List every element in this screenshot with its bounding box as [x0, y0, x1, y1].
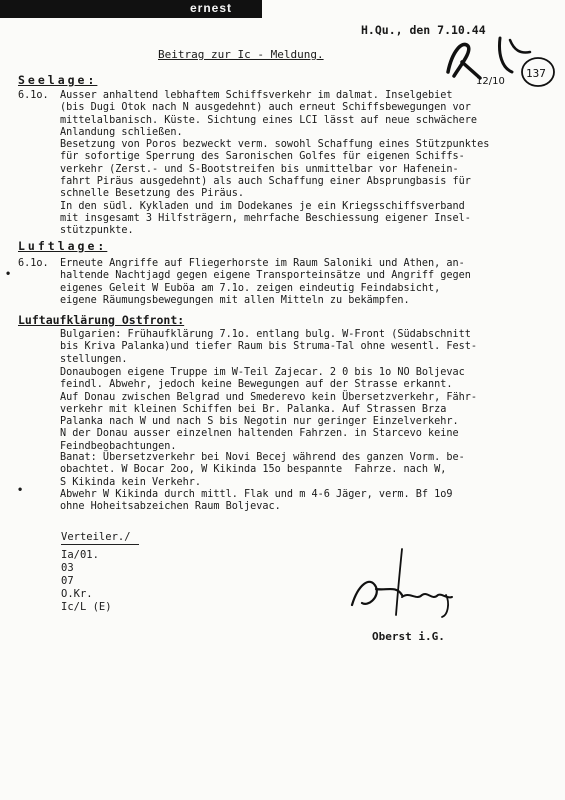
handwritten-signature	[346, 545, 466, 625]
luftaufklaerung-heading: Luftaufklärung Ostfront:	[18, 313, 185, 327]
distribution-rule	[61, 544, 139, 545]
signature-caption: Oberst i.G.	[372, 630, 445, 643]
donau-text: Donaubogen eigene Truppe im W-Teil Zajecar. 2 0 bis 1o NO Boljevac feindl. Abwehr, jedoch keine Bewegungen auf der Strasse erkannt. Auf Donau zwischen Belgrad und Smederevo kein Übersetzverkehr, Fähr- verkehr mit kleinen Schiffen bei Br. Palanka. Auf Strassen Brza Palanka nach W und nach S bis Negotin nur geringer Einzelverkehr. N der Donau ausser einzelnen haltenden Fahrzen. in Starcevo keine Feindbeobachtungen.	[60, 367, 478, 452]
seelage-text: Ausser anhaltend lebhaftem Schiffsverkehr im dalmat. Inselgebiet (bis Dugi Otok nach N ausgedehnt) auch erneut Schiffsbewegungen vor mittelalbanisch. Küste. Sichtung eines LCI lässt auf neue schwächere Anlandung schließen. Besetzung von Poros bezweckt verm. sowohl Schaffung eines Stützpunktes für sofortige Sperrung des Saronischen Golfes für eigenen Schiffs- verkehr (Zerst.- und S-Bootstreifen bis unmittelbar vor Hafenein- fahrt Piräus ausgedehnt) als auch Schaffung einer Absprungbasis für schnelle Besetzung des Piräus. In den südl. Kykladen und im Dodekanes je ein Kriegsschiffsverband mit insgesamt 3 Hilfsträgern, mehrfache Beschiessung eigener Insel- stützpunkte.	[60, 90, 490, 237]
letterhead-stamp	[0, 0, 262, 18]
document-title: Beitrag zur Ic - Meldung.	[158, 48, 324, 61]
banat-text: Banat: Übersetzverkehr bei Novi Becej während des ganzen Vorm. be- obachtet. W Bocar 2oo, W Kikinda 15o bespannte Fahrze. nach W, S Kikinda kein Verkehr. Abwehr W Kikinda durch mittl. Flak und m 4-6 Jäger, verm. Bf 1o9 ohne Hoheitsabzeichen Raum Boljevac.	[60, 452, 465, 513]
distribution-item: Ic/L (E)	[61, 601, 112, 613]
distribution-heading: Verteiler./	[61, 531, 131, 543]
circled-number: 137	[526, 67, 546, 80]
dateline: H.Qu., den 7.10.44	[361, 23, 486, 37]
margin-mark: •	[6, 266, 11, 280]
distribution-item: 07	[61, 575, 74, 587]
bulgarien-text: Bulgarien: Frühaufklärung 7.1o. entlang bulg. W-Front (Südabschnitt bis Kriva Palanka)und tiefer Raum bis Struma-Tal ohne wesentl. Fest- stellungen.	[60, 329, 478, 365]
margin-mark: •	[18, 482, 23, 496]
luftlage-heading: Luftlage:	[18, 239, 108, 253]
handwritten-date-mark: 12/10	[476, 76, 505, 87]
distribution-item: 03	[61, 562, 74, 574]
seelage-heading: Seelage:	[18, 73, 98, 87]
handwritten-initials-mark	[440, 32, 555, 92]
distribution-item: Ia/01.	[61, 549, 99, 561]
seelage-date: 6.1o.	[18, 90, 49, 101]
distribution-item: O.Kr.	[61, 588, 93, 600]
luftlage-text: Erneute Angriffe auf Fliegerhorste im Raum Saloniki und Athen, an- haltende Nachtjagd gegen eigene Transporteinsätze und Angriff gegen eigenes Geleit W Euböa am 7.1o. zeigen eindeutig Feindabsicht, eigene Räumungsbewegungen mit allen Mitteln zu bekämpfen.	[60, 258, 471, 306]
luftlage-date: 6.1o.	[18, 258, 49, 269]
letterhead-stamp-text: ernest	[190, 1, 233, 15]
